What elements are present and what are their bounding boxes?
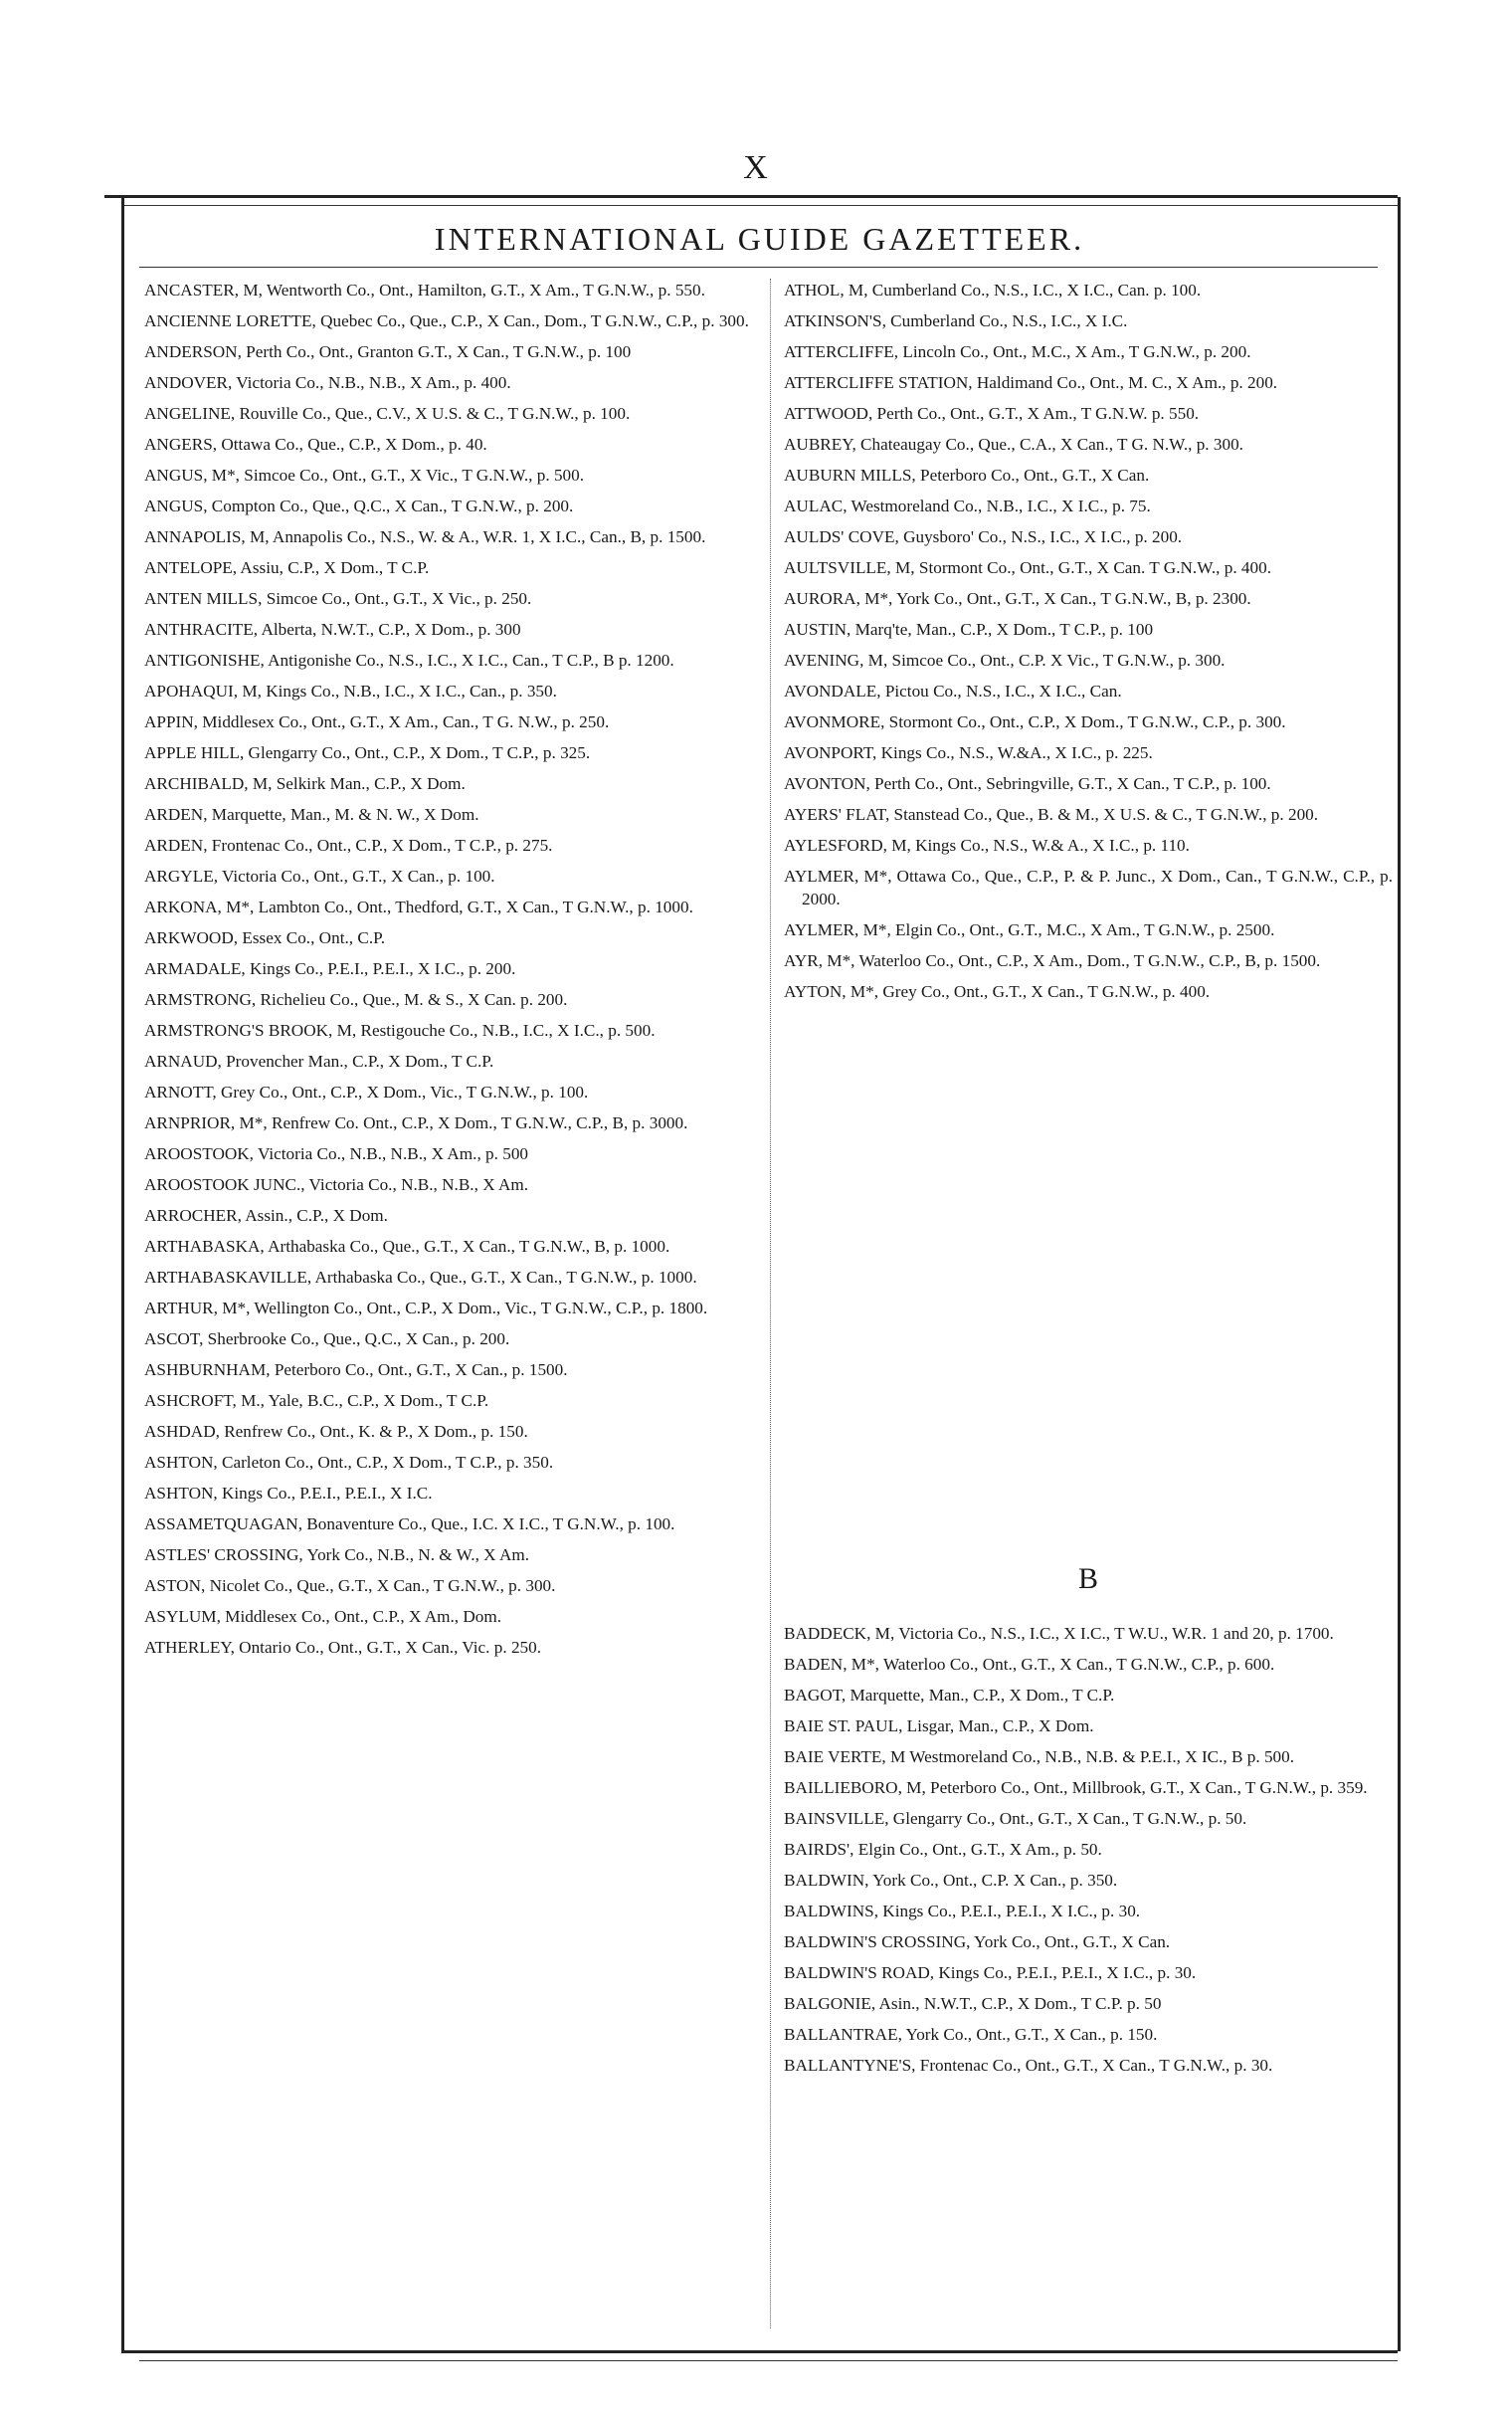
gazetteer-entry: ASYLUM, Middlesex Co., Ont., C.P., X Am., Dom.: [144, 1607, 502, 1626]
gazetteer-entry: ASHCROFT, M., Yale, B.C., C.P., X Dom., T C.P.: [144, 1391, 489, 1410]
gazetteer-entry: ARMADALE, Kings Co., P.E.I., P.E.I., X I.C., p. 200.: [144, 959, 516, 978]
gazetteer-entry: ATKINSON'S, Cumberland Co., N.S., I.C., X I.C.: [784, 311, 1128, 330]
gazetteer-entry: ATTERCLIFFE, Lincoln Co., Ont., M.C., X Am., T G.N.W., p. 200.: [784, 342, 1251, 361]
gazetteer-entry: ARNAUD, Provencher Man., C.P., X Dom., T C.P.: [144, 1052, 494, 1071]
gazetteer-entry: ARGYLE, Victoria Co., Ont., G.T., X Can., p. 100.: [144, 867, 495, 886]
gazetteer-entry: AYTON, M*, Grey Co., Ont., G.T., X Can., T G.N.W., p. 400.: [784, 982, 1211, 1001]
gazetteer-entry: ANGUS, M*, Simcoe Co., Ont., G.T., X Vic., T G.N.W., p. 500.: [144, 466, 585, 485]
gazetteer-entry: AYERS' FLAT, Stanstead Co., Que., B. & M., X U.S. & C., T G.N.W., p. 200.: [784, 805, 1319, 824]
gazetteer-entry: ARDEN, Frontenac Co., Ont., C.P., X Dom., T C.P., p. 275.: [144, 836, 553, 855]
gazetteer-entry: BADDECK, M, Victoria Co., N.S., I.C., X I.C., T W.U., W.R. 1 and 20, p. 1700.: [784, 1624, 1334, 1643]
gazetteer-entry: ARNOTT, Grey Co., Ont., C.P., X Dom., Vic., T G.N.W., p. 100.: [144, 1083, 589, 1102]
gazetteer-entry: BAIRDS', Elgin Co., Ont., G.T., X Am., p. 50.: [784, 1840, 1102, 1859]
title-rule: [139, 267, 1378, 268]
gazetteer-entry: ASSAMETQUAGAN, Bonaventure Co., Que., I.C. X I.C., T G.N.W., p. 100.: [144, 1514, 675, 1533]
gazetteer-entry: AULAC, Westmoreland Co., N.B., I.C., X I.C., p. 75.: [784, 497, 1151, 515]
gazetteer-entry: BALDWIN'S ROAD, Kings Co., P.E.I., P.E.I., X I.C., p. 30.: [784, 1963, 1197, 1982]
gazetteer-entry: ARKONA, M*, Lambton Co., Ont., Thedford, G.T., X Can., T G.N.W., p. 1000.: [144, 898, 693, 916]
gazetteer-entry: ASTON, Nicolet Co., Que., G.T., X Can., T G.N.W., p. 300.: [144, 1576, 556, 1595]
gazetteer-entry: APPIN, Middlesex Co., Ont., G.T., X Am., Can., T G. N.W., p. 250.: [144, 712, 610, 731]
gazetteer-entry: AURORA, M*, York Co., Ont., G.T., X Can., T G.N.W., B, p. 2300.: [784, 589, 1251, 608]
gazetteer-entry: ANTELOPE, Assiu, C.P., X Dom., T C.P.: [144, 558, 430, 577]
gazetteer-entry: AULTSVILLE, M, Stormont Co., Ont., G.T., X Can. T G.N.W., p. 400.: [784, 558, 1272, 577]
gazetteer-entry: AVONTON, Perth Co., Ont., Sebringville, G.T., X Can., T C.P., p. 100.: [784, 774, 1271, 793]
section-heading-b: B: [1077, 1562, 1098, 1595]
gazetteer-entry: ARTHABASKAVILLE, Arthabaska Co., Que., G.T., X Can., T G.N.W., p. 1000.: [144, 1268, 697, 1287]
gazetteer-entry: BALLANTRAE, York Co., Ont., G.T., X Can., p. 150.: [784, 2025, 1158, 2044]
gazetteer-entry: AVONDALE, Pictou Co., N.S., I.C., X I.C., Can.: [784, 682, 1122, 701]
gazetteer-entry: ATTWOOD, Perth Co., Ont., G.T., X Am., T G.N.W. p. 550.: [784, 404, 1200, 423]
gazetteer-entry: BAGOT, Marquette, Man., C.P., X Dom., T C.P.: [784, 1686, 1115, 1705]
gazetteer-entry: ANDERSON, Perth Co., Ont., Granton G.T., X Can., T G.N.W., p. 100: [144, 342, 632, 361]
gazetteer-entry: AVONPORT, Kings Co., N.S., W.&A., X I.C., p. 225.: [784, 743, 1153, 762]
gazetteer-entry: BAINSVILLE, Glengarry Co., Ont., G.T., X Can., T G.N.W., p. 50.: [784, 1809, 1247, 1828]
gazetteer-entry: ATHERLEY, Ontario Co., Ont., G.T., X Can., Vic. p. 250.: [144, 1638, 542, 1657]
gazetteer-entry: ARKWOOD, Essex Co., Ont., C.P.: [144, 928, 386, 947]
left-column: [144, 279, 761, 1667]
gazetteer-entry: ANTHRACITE, Alberta, N.W.T., C.P., X Dom., p. 300: [144, 620, 521, 639]
gazetteer-entry: AUSTIN, Marq'te, Man., C.P., X Dom., T C.P., p. 100: [784, 620, 1154, 639]
gazetteer-entry: ARTHUR, M*, Wellington Co., Ont., C.P., X Dom., Vic., T G.N.W., C.P., p. 1800.: [144, 1299, 708, 1317]
bottom-rule-thin: [139, 2360, 1398, 2361]
gazetteer-entry: ATTERCLIFFE STATION, Haldimand Co., Ont., M. C., X Am., p. 200.: [784, 373, 1278, 392]
gazetteer-entry: ARNPRIOR, M*, Renfrew Co. Ont., C.P., X Dom., T G.N.W., C.P., B, p. 3000.: [144, 1113, 688, 1132]
gazetteer-entry: BALDWIN'S CROSSING, York Co., Ont., G.T., X Can.: [784, 1932, 1171, 1951]
gazetteer-entry: ANDOVER, Victoria Co., N.B., N.B., X Am., p. 400.: [144, 373, 511, 392]
gazetteer-entry: ASCOT, Sherbrooke Co., Que., Q.C., X Can., p. 200.: [144, 1329, 510, 1348]
gazetteer-entry: BAIE ST. PAUL, Lisgar, Man., C.P., X Dom.: [784, 1716, 1094, 1735]
gazetteer-entry: ARCHIBALD, M, Selkirk Man., C.P., X Dom.: [144, 774, 466, 793]
bottom-rule: [121, 2350, 1398, 2353]
column-divider: [770, 279, 771, 2328]
gazetteer-entry: ANGUS, Compton Co., Que., Q.C., X Can., T G.N.W., p. 200.: [144, 497, 574, 515]
gazetteer-entry: ANGERS, Ottawa Co., Que., C.P., X Dom., p. 40.: [144, 435, 487, 454]
gazetteer-entry: ASHTON, Carleton Co., Ont., C.P., X Dom., T C.P., p. 350.: [144, 1453, 554, 1472]
gazetteer-entry: BALDWIN, York Co., Ont., C.P. X Can., p. 350.: [784, 1871, 1118, 1890]
gazetteer-entry: AULDS' COVE, Guysboro' Co., N.S., I.C., X I.C., p. 200.: [784, 527, 1183, 546]
gazetteer-entry: ASHDAD, Renfrew Co., Ont., K. & P., X Dom., p. 150.: [144, 1422, 528, 1441]
gazetteer-entry: AYLMER, M*, Elgin Co., Ont., G.T., M.C., X Am., T G.N.W., p. 2500.: [784, 920, 1275, 939]
page-number: X: [743, 149, 769, 186]
gazetteer-entry: BALDWINS, Kings Co., P.E.I., P.E.I., X I.C., p. 30.: [784, 1902, 1141, 1920]
right-column: [784, 279, 1393, 1011]
gazetteer-entry: ANTEN MILLS, Simcoe Co., Ont., G.T., X Vic., p. 250.: [144, 589, 532, 608]
gazetteer-entry: ASHTON, Kings Co., P.E.I., P.E.I., X I.C.: [144, 1484, 433, 1503]
gazetteer-entry: ANCIENNE LORETTE, Quebec Co., Que., C.P., X Can., Dom., T G.N.W., C.P., p. 300.: [144, 311, 749, 330]
gazetteer-entry: ARDEN, Marquette, Man., M. & N. W., X Dom.: [144, 805, 479, 824]
gazetteer-entry: BAIE VERTE, M Westmoreland Co., N.B., N.B. & P.E.I., X IC., B p. 500.: [784, 1747, 1295, 1766]
gazetteer-entry: ANCASTER, M, Wentworth Co., Ont., Hamilton, G.T., X Am., T G.N.W., p. 550.: [144, 281, 705, 300]
gazetteer-entry: AROOSTOOK, Victoria Co., N.B., N.B., X Am., p. 500: [144, 1144, 529, 1163]
gazetteer-entry: ATHOL, M, Cumberland Co., N.S., I.C., X I.C., Can. p. 100.: [784, 281, 1202, 300]
gazetteer-entry: AUBURN MILLS, Peterboro Co., Ont., G.T., X Can.: [784, 466, 1150, 485]
gazetteer-entry: AUBREY, Chateaugay Co., Que., C.A., X Can., T G. N.W., p. 300.: [784, 435, 1243, 454]
gazetteer-entry: BAILLIEBORO, M, Peterboro Co., Ont., Millbrook, G.T., X Can., T G.N.W., p. 359.: [784, 1778, 1368, 1797]
gazetteer-entry: BALGONIE, Asin., N.W.T., C.P., X Dom., T C.P. p. 50: [784, 1994, 1162, 2013]
gazetteer-entry: ANNAPOLIS, M, Annapolis Co., N.S., W. & A., W.R. 1, X I.C., Can., B, p. 1500.: [144, 527, 706, 546]
gazetteer-entry: APOHAQUI, M, Kings Co., N.B., I.C., X I.C., Can., p. 350.: [144, 682, 557, 701]
gazetteer-entry: ARROCHER, Assin., C.P., X Dom.: [144, 1206, 388, 1225]
gazetteer-entry: ARMSTRONG'S BROOK, M, Restigouche Co., N.B., I.C., X I.C., p. 500.: [144, 1021, 656, 1040]
gazetteer-entry: AVENING, M, Simcoe Co., Ont., C.P. X Vic., T G.N.W., p. 300.: [784, 651, 1226, 670]
gazetteer-entry: ASTLES' CROSSING, York Co., N.B., N. & W., X Am.: [144, 1545, 530, 1564]
gazetteer-entry: AROOSTOOK JUNC., Victoria Co., N.B., N.B., X Am.: [144, 1175, 529, 1194]
gazetteer-entry: AYLMER, M*, Ottawa Co., Que., C.P., P. & P. Junc., X Dom., Can., T G.N.W., C.P., p. 2000.: [784, 867, 1393, 908]
gazetteer-entry: AYLESFORD, M, Kings Co., N.S., W.& A., X I.C., p. 110.: [784, 836, 1190, 855]
gazetteer-entry: APPLE HILL, Glengarry Co., Ont., C.P., X Dom., T C.P., p. 325.: [144, 743, 591, 762]
gazetteer-entry: ANTIGONISHE, Antigonishe Co., N.S., I.C., X I.C., Can., T C.P., B p. 1200.: [144, 651, 674, 670]
section-b-column: [784, 1622, 1393, 2085]
gazetteer-entry: AYR, M*, Waterloo Co., Ont., C.P., X Am., Dom., T G.N.W., C.P., B, p. 1500.: [784, 951, 1321, 970]
gazetteer-entry: BALLANTYNE'S, Frontenac Co., Ont., G.T., X Can., T G.N.W., p. 30.: [784, 2056, 1273, 2075]
gazetteer-entry: ANGELINE, Rouville Co., Que., C.V., X U.S. & C., T G.N.W., p. 100.: [144, 404, 631, 423]
page-title: INTERNATIONAL GUIDE GAZETTEER.: [434, 221, 1085, 257]
gazetteer-entry: ARTHABASKA, Arthabaska Co., Que., G.T., X Can., T G.N.W., B, p. 1000.: [144, 1237, 670, 1256]
gazetteer-entry: BADEN, M*, Waterloo Co., Ont., G.T., X Can., T G.N.W., C.P., p. 600.: [784, 1655, 1275, 1674]
gazetteer-entry: AVONMORE, Stormont Co., Ont., C.P., X Dom., T G.N.W., C.P., p. 300.: [784, 712, 1286, 731]
gazetteer-entry: ASHBURNHAM, Peterboro Co., Ont., G.T., X Can., p. 1500.: [144, 1360, 568, 1379]
gazetteer-entry: ARMSTRONG, Richelieu Co., Que., M. & S., X Can. p. 200.: [144, 990, 568, 1009]
